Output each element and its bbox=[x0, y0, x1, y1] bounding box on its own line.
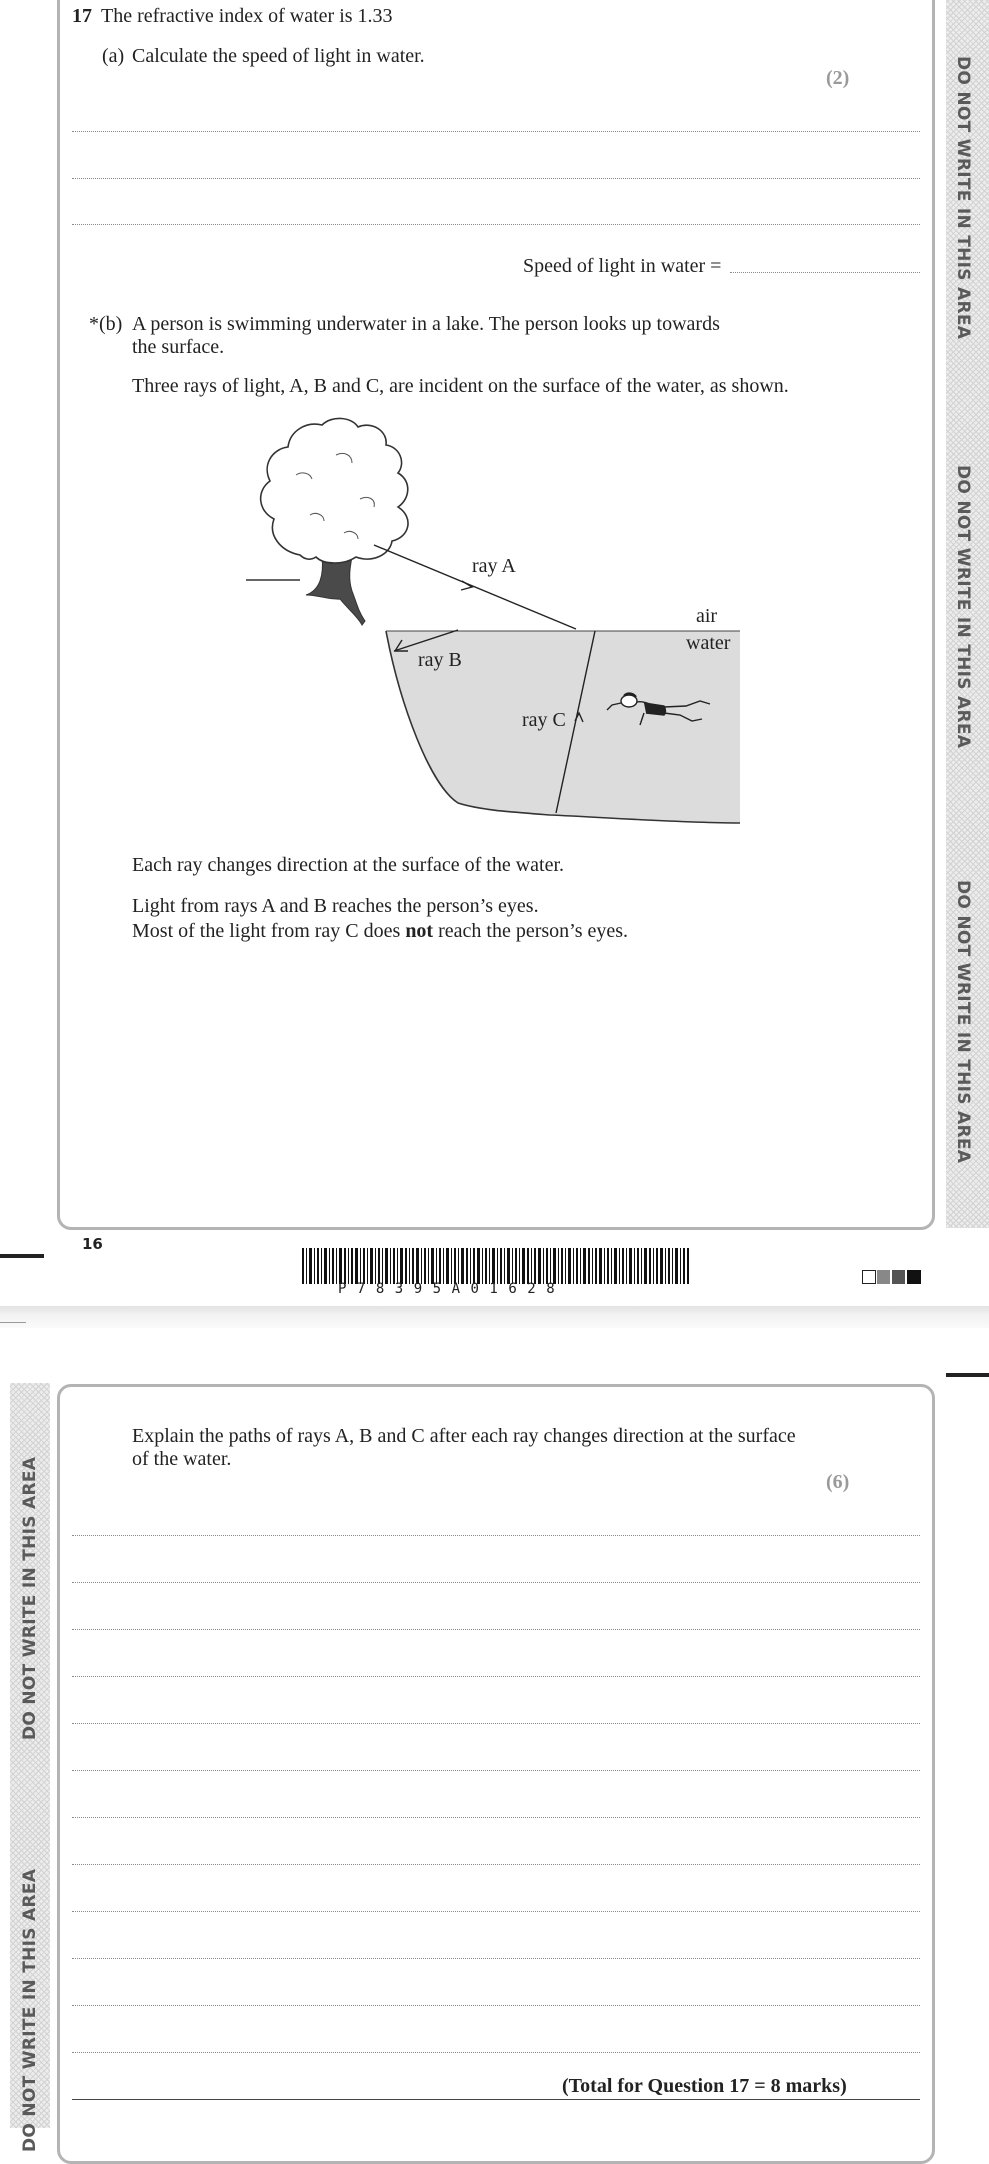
total-rule bbox=[72, 2099, 920, 2100]
registration-boxes bbox=[862, 1270, 922, 1284]
answer-blank[interactable] bbox=[730, 272, 920, 273]
reg-box bbox=[862, 1270, 876, 1284]
diagram-intro: Three rays of light, A, B and C, are incident on the surface of the water, as shown. bbox=[132, 375, 789, 397]
barcode bbox=[302, 1248, 690, 1284]
answer-line[interactable] bbox=[72, 1723, 920, 1724]
tree-trunk bbox=[306, 557, 365, 625]
part-b-line1: A person is swimming underwater in a lake. The person looks up towards bbox=[132, 313, 720, 335]
answer-line[interactable] bbox=[72, 2052, 920, 2053]
part-a-marks: (2) bbox=[826, 67, 850, 89]
reg-box bbox=[907, 1270, 921, 1284]
page-frame-2 bbox=[57, 1384, 935, 2164]
instruction-line1: Explain the paths of rays A, B and C after each ray changes direction at the surface bbox=[132, 1425, 796, 1447]
part-a-text: Calculate the speed of light in water. bbox=[132, 45, 425, 67]
margin-warning: DO NOT WRITE IN THIS AREA bbox=[953, 880, 973, 1164]
answer-line[interactable] bbox=[72, 1911, 920, 1912]
answer-line[interactable] bbox=[72, 1629, 920, 1630]
reg-box bbox=[892, 1270, 905, 1284]
after-diagram-line3 bbox=[132, 919, 628, 943]
instruction-line2: of the water. bbox=[132, 1448, 232, 1470]
part-a-label: (a) bbox=[102, 45, 125, 67]
header-bar bbox=[946, 1373, 989, 1377]
reg-box bbox=[877, 1270, 890, 1284]
part-b-label: *(b) bbox=[89, 313, 123, 335]
answer-line[interactable] bbox=[72, 224, 920, 225]
answer-line[interactable] bbox=[72, 2005, 920, 2006]
answer-prompt: Speed of light in water = bbox=[523, 255, 722, 277]
question-total: (Total for Question 17 = 8 marks) bbox=[562, 2075, 847, 2097]
margin-warning: DO NOT WRITE IN THIS AREA bbox=[953, 465, 973, 749]
ray-c-label: ray C bbox=[522, 709, 566, 731]
ray-b-label: ray B bbox=[418, 649, 462, 671]
part-b-line2: the surface. bbox=[132, 336, 225, 358]
answer-line[interactable] bbox=[72, 1676, 920, 1677]
answer-line[interactable] bbox=[72, 1817, 920, 1818]
answer-line[interactable] bbox=[72, 1770, 920, 1771]
after-diagram-line1: Each ray changes direction at the surface of the water. bbox=[132, 854, 565, 876]
page-number: 16 bbox=[82, 1235, 103, 1253]
refraction-diagram bbox=[240, 415, 760, 835]
answer-line[interactable] bbox=[72, 1864, 920, 1865]
after-line3-post: reach the person’s eyes. bbox=[433, 920, 629, 942]
answer-line[interactable] bbox=[72, 131, 920, 132]
page-edge-line bbox=[0, 1322, 26, 1323]
air-label: air bbox=[696, 605, 718, 627]
ray-a-label: ray A bbox=[472, 555, 516, 577]
answer-line[interactable] bbox=[72, 1535, 920, 1536]
after-line3-bold: not bbox=[405, 920, 434, 942]
after-line3-pre: Most of the light from ray C does bbox=[132, 920, 406, 942]
part-b-marks: (6) bbox=[826, 1471, 850, 1493]
page-separator bbox=[0, 1306, 989, 1328]
margin-warning: DO NOT WRITE IN THIS AREA bbox=[953, 56, 973, 340]
question-intro: The refractive index of water is 1.33 bbox=[101, 5, 393, 27]
answer-line[interactable] bbox=[72, 1582, 920, 1583]
tree-canopy bbox=[261, 418, 408, 563]
question-number: 17 bbox=[72, 5, 92, 27]
footer-bar bbox=[0, 1254, 44, 1258]
margin-warning: DO NOT WRITE IN THIS AREA bbox=[20, 1456, 40, 1740]
after-diagram-line2: Light from rays A and B reaches the person’s eyes. bbox=[132, 895, 539, 917]
answer-line[interactable] bbox=[72, 1958, 920, 1959]
barcode-number: P78395A01628 bbox=[338, 1281, 566, 1297]
water-label: water bbox=[686, 632, 731, 654]
answer-line[interactable] bbox=[72, 178, 920, 179]
margin-warning: DO NOT WRITE IN THIS AREA bbox=[20, 1868, 40, 2152]
